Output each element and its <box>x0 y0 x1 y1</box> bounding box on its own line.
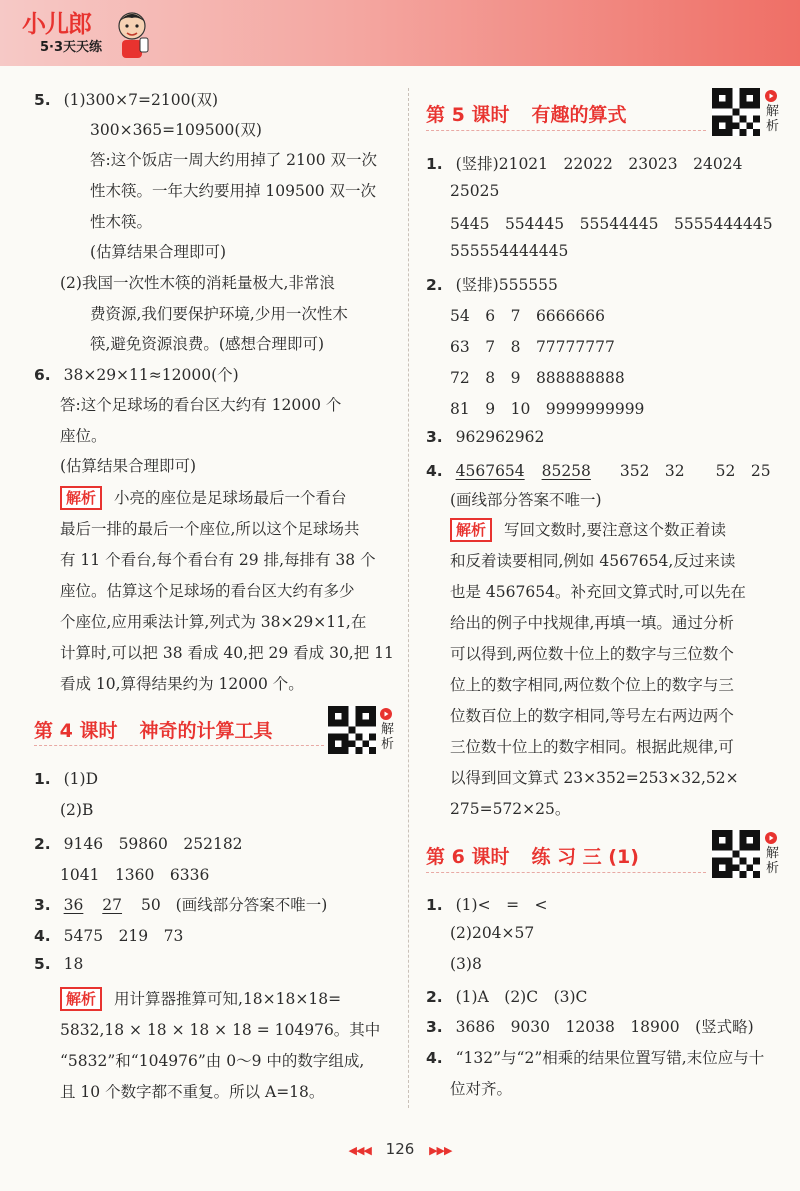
play-icon[interactable] <box>765 90 777 102</box>
lesson-number: 第 4 课时 <box>34 720 118 742</box>
answer-text: 5445 554445 55544445 5555444445 <box>450 215 773 233</box>
lesson-title <box>426 100 626 127</box>
answer-text: 54 6 7 6666666 <box>450 307 605 325</box>
item-number: 5. <box>34 955 51 973</box>
analysis-text: 5832,18 × 18 × 18 × 18 = 104976。其中 <box>60 1021 381 1039</box>
answer-text: 性木筷。 <box>90 213 153 231</box>
answer-text: (估算结果合理即可) <box>60 457 197 475</box>
analysis-text: 也是 4567654。补充回文算式时,可以先在 <box>450 583 746 601</box>
analysis-text: 位数百位上的数字相同,等号左右两边两个 <box>450 707 734 725</box>
answer-text: (2)204×57 <box>450 924 535 942</box>
answer-text: 答:这个足球场的看台区大约有 12000 个 <box>60 396 342 414</box>
analysis-text: 最后一排的最后一个座位,所以这个足球场共 <box>60 520 360 538</box>
page-header <box>0 0 800 66</box>
answer-item <box>34 363 239 385</box>
analysis-text: 位上的数字相同,两位数个位上的数字与三 <box>450 676 734 694</box>
analysis-block <box>60 486 347 510</box>
item-number: 3. <box>34 896 51 914</box>
answer-text: (1)300×7=2100(双) <box>63 91 219 109</box>
answer-item <box>34 955 83 973</box>
analysis-text: “5832”和“104976”由 0～9 中的数字组成, <box>60 1052 365 1070</box>
answer-item <box>426 985 587 1007</box>
answer-text: (1)A (2)C (3)C <box>455 988 588 1006</box>
answer-item <box>426 1015 754 1037</box>
analysis-text: 小亮的座位是足球场最后一个看台 <box>114 489 347 507</box>
lesson-title <box>426 842 639 869</box>
item-number: 3. <box>426 1018 443 1036</box>
mascot-icon <box>112 8 152 60</box>
answer-note: (画线部分答案不唯一) <box>450 491 602 509</box>
item-number: 2. <box>426 988 443 1006</box>
answer-item <box>34 832 243 854</box>
answer-text: 18 <box>63 955 84 973</box>
qr-label: 解析 <box>766 104 780 134</box>
analysis-text: 计算时,可以把 38 看成 40,把 29 看成 30,把 11 <box>60 644 394 662</box>
qr-code-icon[interactable] <box>712 88 760 136</box>
analysis-text: 座位。估算这个足球场的看台区大约有多少 <box>60 582 355 600</box>
lesson-title <box>34 716 272 743</box>
answer-text: 50 <box>140 896 161 914</box>
analysis-text: 给出的例子中找规律,再填一填。通过分析 <box>450 614 734 632</box>
title-underline <box>426 872 706 874</box>
item-number: 2. <box>426 276 443 294</box>
qr-code-icon[interactable] <box>712 830 760 878</box>
answer-text: 9146 59860 252182 <box>63 835 243 853</box>
item-number: 4. <box>426 1049 443 1067</box>
lesson-name: 神奇的计算工具 <box>139 720 273 742</box>
play-icon[interactable] <box>380 708 392 720</box>
analysis-text: 和反着读要相同,例如 4567654,反过来读 <box>450 552 736 570</box>
answer-item <box>426 428 544 446</box>
analysis-text: 以得到回文算式 23×352=253×32,52× <box>450 769 739 787</box>
answer-item <box>34 88 218 110</box>
analysis-text: 且 10 个数字都不重复。所以 A=18。 <box>60 1083 325 1101</box>
analysis-block <box>450 518 726 542</box>
right-arrows-icon: ▶▶▶ <box>429 1144 452 1157</box>
answer-item <box>34 893 327 915</box>
analysis-block <box>60 987 341 1011</box>
analysis-text: 275=572×25。 <box>450 800 571 818</box>
underlined-answer: 36 <box>63 896 84 914</box>
answer-text: 1041 1360 6336 <box>60 866 210 884</box>
analysis-tag: 解析 <box>450 518 492 542</box>
answer-item <box>426 459 771 481</box>
answer-text: 25025 <box>450 182 500 200</box>
answer-text: 3686 9030 12038 18900 (竖式略) <box>455 1018 754 1036</box>
underlined-answer: 85258 <box>541 462 591 480</box>
lesson-name: 练 习 三 (1) <box>531 846 639 868</box>
answer-text: (竖排)555555 <box>455 276 558 294</box>
answer-text: 63 7 8 77777777 <box>450 338 615 356</box>
answer-text: 5475 219 73 <box>63 927 184 945</box>
answer-text: 555554444445 <box>450 242 569 260</box>
page-number: 126 <box>385 1140 415 1158</box>
qr-label: 解析 <box>381 722 395 752</box>
item-number: 4. <box>426 462 443 480</box>
answer-text: 38×29×11≈12000(个) <box>63 366 239 384</box>
underlined-answer: 27 <box>102 896 123 914</box>
answer-item <box>426 152 742 174</box>
page-footer <box>0 1140 800 1158</box>
answer-item <box>426 893 548 915</box>
analysis-text: 看成 10,算得结果约为 12000 个。 <box>60 675 304 693</box>
item-number: 1. <box>426 896 443 914</box>
analysis-text: 写回文数时,要注意这个数正着读 <box>504 521 726 539</box>
answer-text: (竖排)21021 22022 23023 24024 <box>455 155 743 173</box>
item-number: 2. <box>34 835 51 853</box>
answer-text: 352 32 52 25 <box>619 462 771 480</box>
item-number: 6. <box>34 366 51 384</box>
title-underline <box>426 130 706 132</box>
item-number: 1. <box>34 770 51 788</box>
item-number: 3. <box>426 428 443 446</box>
analysis-text: 用计算器推算可知,18×18×18= <box>114 990 342 1008</box>
left-arrows-icon: ◀◀◀ <box>348 1144 371 1157</box>
answer-item <box>426 273 558 295</box>
brand-logo: 小儿郎 <box>22 10 91 38</box>
answer-item <box>34 924 183 946</box>
analysis-text: 三位数十位上的数字相同。根据此规律,可 <box>450 738 734 756</box>
answer-text: (2)我国一次性木筷的消耗量极大,非常浪 <box>60 274 335 292</box>
answer-text: 费资源,我们要保护环境,少用一次性木 <box>90 305 348 323</box>
lesson-name: 有趣的算式 <box>531 104 627 126</box>
analysis-text: 有 11 个看台,每个看台有 29 排,每排有 38 个 <box>60 551 376 569</box>
qr-label: 解析 <box>766 846 780 876</box>
item-number: 1. <box>426 155 443 173</box>
play-icon[interactable] <box>765 832 777 844</box>
underlined-answer: 4567654 <box>455 462 525 480</box>
analysis-tag: 解析 <box>60 486 102 510</box>
analysis-text: 个座位,应用乘法计算,列式为 38×29×11,在 <box>60 613 367 631</box>
item-number: 4. <box>34 927 51 945</box>
brand-series-name: 5·3天天练 <box>40 40 103 55</box>
answer-note: (画线部分答案不唯一) <box>175 896 328 914</box>
answer-text: 300×365=109500(双) <box>90 121 262 139</box>
item-number: 5. <box>34 91 51 109</box>
answer-text: 位对齐。 <box>450 1080 513 1098</box>
answer-text: (估算结果合理即可) <box>90 243 227 261</box>
qr-code-icon[interactable] <box>328 706 376 754</box>
answer-text: 答:这个饭店一周大约用掉了 2100 双一次 <box>90 151 378 169</box>
answer-text: 81 9 10 9999999999 <box>450 400 645 418</box>
answer-text: 72 8 9 888888888 <box>450 369 625 387</box>
answer-text: 座位。 <box>60 427 107 445</box>
lesson-number: 第 5 课时 <box>426 104 510 126</box>
column-divider <box>408 88 409 1108</box>
answer-text: 962962962 <box>455 428 545 446</box>
answer-text: (1)< = < <box>455 896 548 914</box>
answer-text: 性木筷。一年大约要用掉 109500 双一次 <box>90 182 377 200</box>
answer-item <box>426 1046 764 1068</box>
answer-text: 筷,避免资源浪费。(感想合理即可) <box>90 335 325 353</box>
answer-text: (3)8 <box>450 955 482 973</box>
answer-item <box>34 770 98 788</box>
analysis-tag: 解析 <box>60 987 102 1011</box>
lesson-number: 第 6 课时 <box>426 846 510 868</box>
answer-text: (1)D <box>63 770 99 788</box>
title-underline <box>34 745 324 747</box>
answer-text: “132”与“2”相乘的结果位置写错,末位应与十 <box>455 1049 765 1067</box>
analysis-text: 可以得到,两位数十位上的数字与三位数个 <box>450 645 734 663</box>
answer-text: (2)B <box>60 801 94 819</box>
